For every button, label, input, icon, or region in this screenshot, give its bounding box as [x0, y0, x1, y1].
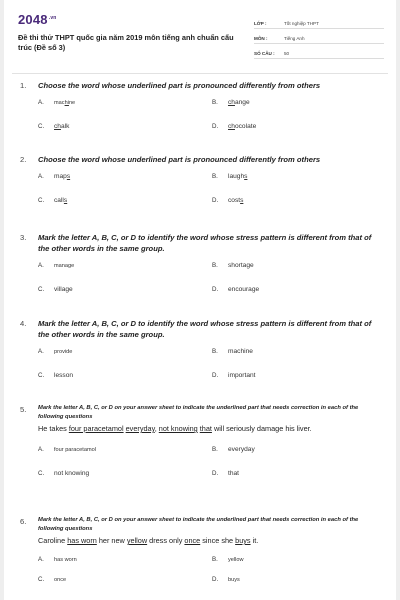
- option-underlined: hi: [64, 100, 69, 106]
- option-b[interactable]: [212, 173, 247, 180]
- option-underlined: ch: [54, 123, 61, 130]
- question-sentence: [38, 423, 380, 434]
- question-prompt: Mark the letter A, B, C, or D on your answer sheet to indicate the underlined part that needs correction in each of the following questions: [38, 405, 359, 420]
- option-text: manage: [54, 263, 75, 269]
- option-c[interactable]: [38, 372, 73, 379]
- option-b[interactable]: [212, 262, 254, 269]
- meta-class-label: LỚP :: [254, 21, 267, 26]
- option-text: alk: [60, 123, 70, 130]
- option-text: provide: [54, 349, 73, 355]
- option-text: village: [54, 286, 73, 293]
- left-margin: [0, 0, 4, 600]
- question-number: 2.: [20, 155, 27, 164]
- meta-count-label: SỐ CÂU :: [254, 51, 275, 56]
- answer-options: [20, 348, 380, 379]
- option-text: has worn: [54, 557, 77, 563]
- question-prompt: Choose the word whose underlined part is pronounced differently from others: [38, 81, 321, 90]
- meta-subject-row: [254, 29, 384, 44]
- option-c[interactable]: [38, 470, 89, 477]
- sentence-underlined: that: [199, 424, 212, 433]
- option-d[interactable]: [212, 470, 239, 477]
- option-letter: A.: [38, 348, 44, 355]
- option-d[interactable]: [212, 123, 256, 130]
- brand-name: 2048: [18, 12, 48, 27]
- option-text: laugh: [228, 173, 245, 180]
- question-5: [20, 404, 380, 477]
- question-prompt: Mark the letter A, B, C, or D to identify the word whose stress pattern is different from that of the other words in the same group.: [38, 319, 372, 339]
- option-d[interactable]: [212, 286, 259, 293]
- answer-options: [20, 99, 380, 130]
- meta-subject-value: Tiếng Anh: [284, 36, 305, 41]
- question-2: [20, 154, 380, 204]
- question-4: [20, 318, 380, 379]
- option-text: mac: [54, 100, 65, 106]
- sentence-text: He takes: [38, 424, 69, 433]
- exam-header: [18, 12, 384, 70]
- question-3: [20, 232, 380, 293]
- option-letter: A.: [38, 446, 44, 453]
- option-underlined: s: [240, 197, 244, 204]
- option-text: buys: [228, 577, 240, 583]
- option-letter: A.: [38, 262, 44, 269]
- sentence-text: Caroline: [38, 536, 68, 545]
- option-text: ne: [68, 100, 76, 106]
- option-letter: D.: [212, 197, 219, 204]
- option-b[interactable]: [212, 556, 244, 563]
- sentence-underlined: yellow: [126, 536, 148, 545]
- option-text: call: [54, 197, 64, 204]
- option-d[interactable]: [212, 372, 256, 379]
- exam-meta: [254, 14, 384, 59]
- sentence-text: since she: [200, 536, 236, 545]
- option-letter: D.: [212, 576, 219, 583]
- question-number: 3.: [20, 233, 27, 242]
- option-text: machine: [228, 348, 253, 355]
- option-text: that: [228, 470, 239, 477]
- brand-suffix: .vn: [48, 14, 57, 21]
- option-a[interactable]: [38, 348, 72, 355]
- option-text: map: [54, 173, 67, 180]
- option-underlined: s: [244, 173, 248, 180]
- sentence-underlined: has worn: [67, 536, 97, 545]
- option-c[interactable]: [38, 286, 73, 293]
- question-prompt: Mark the letter A, B, C, or D to identify the word whose stress pattern is different from that of the other words in the same group.: [38, 233, 372, 253]
- meta-count-row: [254, 44, 384, 59]
- option-text: lesson: [54, 372, 74, 379]
- option-text: four paracetamol: [54, 447, 96, 453]
- option-letter: B.: [212, 446, 218, 453]
- option-letter: B.: [212, 173, 218, 180]
- option-letter: A.: [38, 99, 44, 106]
- answer-options: [20, 173, 380, 204]
- option-letter: A.: [38, 173, 44, 180]
- question-1: [20, 80, 380, 130]
- option-underlined: ch: [228, 99, 235, 106]
- header-divider: [12, 73, 388, 74]
- sentence-underlined: four paracetamol: [68, 424, 124, 433]
- option-a[interactable]: [38, 556, 77, 563]
- option-b[interactable]: [212, 446, 255, 453]
- sentence-text: dress only: [147, 536, 185, 545]
- option-b[interactable]: [212, 348, 253, 355]
- option-a[interactable]: [38, 173, 70, 180]
- sentence-underlined: everyday: [125, 424, 155, 433]
- answer-options: [20, 446, 380, 477]
- option-letter: D.: [212, 372, 219, 379]
- option-letter: B.: [212, 556, 218, 563]
- question-prompt: Mark the letter A, B, C, or D on your answer sheet to indicate the underlined part that needs correction in each of the following questions: [38, 517, 359, 532]
- sentence-text: ,: [154, 424, 159, 433]
- option-underlined: ch: [228, 123, 235, 130]
- option-text: important: [228, 372, 256, 379]
- exam-title: Đề thi thử THPT quốc gia năm 2019 môn tiếng anh chuẩn cấu trúc (Đề số 3): [18, 33, 234, 52]
- option-underlined: s: [63, 197, 68, 204]
- brand-logo[interactable]: [18, 12, 57, 27]
- option-letter: C.: [38, 286, 45, 293]
- question-number: 1.: [20, 81, 27, 90]
- question-sentence: [38, 535, 380, 546]
- meta-class-value: Tốt nghiệp THPT: [284, 21, 319, 26]
- option-letter: C.: [38, 197, 45, 204]
- option-text: ange: [234, 99, 250, 106]
- option-letter: B.: [212, 262, 218, 269]
- option-text: shortage: [228, 262, 254, 269]
- option-letter: D.: [212, 123, 219, 130]
- option-letter: D.: [212, 286, 219, 293]
- option-c[interactable]: [38, 123, 69, 130]
- option-underlined: s: [66, 173, 71, 180]
- option-letter: C.: [38, 372, 45, 379]
- right-margin: [396, 0, 400, 600]
- option-c[interactable]: [38, 576, 66, 583]
- sentence-text: her new: [96, 536, 127, 545]
- sentence-text: it.: [250, 536, 259, 545]
- question-number: 6.: [20, 517, 27, 526]
- option-text: once: [54, 577, 67, 583]
- answer-options: [20, 262, 380, 293]
- question-number: 5.: [20, 405, 27, 414]
- question-6: [20, 516, 380, 583]
- option-letter: B.: [212, 99, 218, 106]
- option-b[interactable]: [212, 99, 250, 106]
- option-letter: B.: [212, 348, 218, 355]
- meta-count-value: 50: [284, 51, 290, 56]
- option-letter: C.: [38, 123, 45, 130]
- question-number: 4.: [20, 319, 27, 328]
- option-letter: D.: [212, 470, 219, 477]
- sentence-underlined: once: [184, 536, 201, 545]
- option-text: yellow: [228, 557, 244, 563]
- option-d[interactable]: [212, 197, 243, 204]
- option-a[interactable]: [38, 262, 74, 269]
- option-d[interactable]: [212, 576, 240, 583]
- option-a[interactable]: [38, 446, 96, 453]
- meta-subject-label: MÔN :: [254, 36, 268, 41]
- question-prompt: Choose the word whose underlined part is pronounced differently from others: [38, 155, 321, 164]
- sentence-underlined: buys: [235, 536, 251, 545]
- option-text: encourage: [228, 286, 260, 293]
- option-text: cost: [228, 197, 241, 204]
- sentence-text: will seriously damage his liver.: [211, 424, 312, 433]
- option-text: everyday: [228, 446, 255, 453]
- option-c[interactable]: [38, 197, 67, 204]
- option-a[interactable]: [38, 99, 75, 106]
- option-letter: A.: [38, 556, 44, 563]
- meta-class-row: [254, 14, 384, 29]
- answer-options: [20, 556, 380, 583]
- option-text: ocolate: [234, 123, 257, 130]
- sentence-underlined: not knowing: [158, 424, 198, 433]
- option-text: not knowing: [54, 470, 90, 477]
- option-letter: C.: [38, 470, 45, 477]
- option-letter: C.: [38, 576, 45, 583]
